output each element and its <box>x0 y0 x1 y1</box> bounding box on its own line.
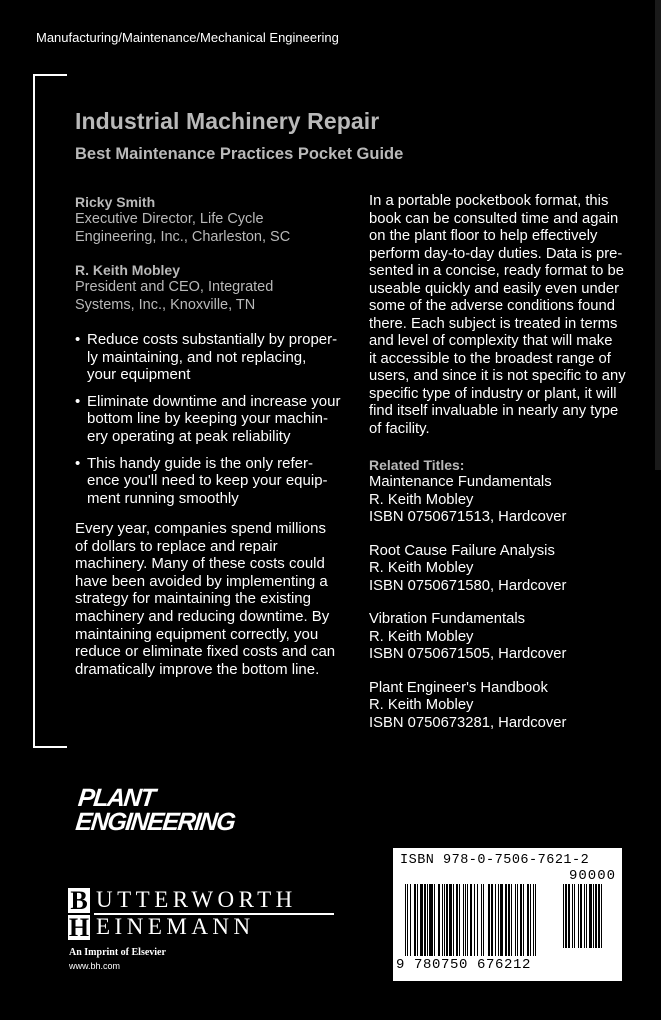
book-title: Industrial Machinery Repair <box>75 108 380 134</box>
barcode-bar <box>565 884 567 948</box>
barcode-bar <box>465 884 466 956</box>
paragraph-line: specific type of industry or plant, it will <box>369 385 617 402</box>
barcode-bar <box>481 884 482 956</box>
bullet-line: ence you'll need to keep your equip- <box>87 472 328 490</box>
bullet-line: ment running smoothly <box>87 489 239 507</box>
barcode-bar <box>500 884 503 956</box>
bullet-line: ly maintaining, and not replacing, <box>87 348 307 366</box>
barcode-bar <box>414 884 416 956</box>
related-book-author: R. Keith Mobley <box>369 560 474 576</box>
book-subtitle: Best Maintenance Practices Pocket Guide <box>75 145 404 163</box>
related-book-title: Root Cause Failure Analysis <box>369 542 555 559</box>
barcode-bar <box>417 884 418 956</box>
paragraph-line: on the plant floor to help effectively <box>369 228 598 244</box>
publisher-website: www.bh.com <box>69 961 121 971</box>
barcode-bar <box>601 884 602 948</box>
related-book-author: R. Keith Mobley <box>369 697 474 713</box>
barcode-bar <box>483 884 484 956</box>
barcode-bar <box>563 884 564 948</box>
barcode-bar <box>584 884 585 948</box>
related-book-author: R. Keith Mobley <box>369 628 474 645</box>
spine-edge <box>655 0 661 470</box>
logo-letter-h: H <box>68 913 90 942</box>
barcode-bar <box>595 884 597 948</box>
barcode-bar <box>424 884 426 956</box>
paragraph-line: useable quickly and easily even under <box>369 280 620 297</box>
related-book-author: R. Keith Mobley <box>369 491 474 508</box>
right-column <box>369 193 637 748</box>
barcode-bar <box>467 884 468 956</box>
barcode-bar <box>533 884 534 956</box>
paragraph-line: book can be consulted time and again <box>369 210 619 227</box>
related-titles-heading: Related Titles: <box>369 457 465 473</box>
related-book-isbn: ISBN 0750671505, Hardcover <box>369 646 567 662</box>
barcode-bar <box>434 884 435 956</box>
bullet-line: your equipment <box>87 366 191 384</box>
barcode-bar <box>530 884 531 956</box>
author-affiliation: President and CEO, Integrated <box>75 279 274 295</box>
bullet-item <box>75 393 353 446</box>
butterworth-heinemann-logo <box>68 886 334 940</box>
barcode-bar <box>598 884 600 948</box>
barcode-bar <box>407 884 408 956</box>
barcode-bar <box>505 884 507 956</box>
barcode-bar <box>508 884 510 956</box>
author-name: R. Keith Mobley <box>75 262 181 278</box>
barcode-bar <box>568 884 570 948</box>
paragraph-line: strategy for maintaining the existing <box>75 590 311 608</box>
bullet-dot: • <box>75 392 81 410</box>
related-title-entry <box>369 543 637 596</box>
barcode-bar <box>470 884 472 956</box>
barcode-bar <box>515 884 516 956</box>
category-label: Manufacturing/Maintenance/Mechanical Engineering <box>36 30 339 45</box>
logo-line: ENGINEERING <box>74 808 236 836</box>
paragraph-line: Every year, companies spend millions <box>75 520 326 537</box>
barcode-bar <box>511 884 512 956</box>
related-book-isbn: ISBN 0750671580, Hardcover <box>369 577 567 594</box>
barcode-bar <box>463 884 464 956</box>
logo-line: PLANT <box>76 784 156 812</box>
related-title-entry <box>369 474 637 527</box>
format-paragraph <box>369 193 637 438</box>
paragraph-line: reduce or eliminate fixed costs and can <box>75 643 336 661</box>
paragraph-line: maintaining equipment correctly, you <box>75 625 319 643</box>
bullet-item <box>75 455 353 508</box>
logo-word: EINEMANN <box>96 914 255 939</box>
barcode-bar <box>578 884 579 948</box>
paragraph-line: it accessible to the broadest range of <box>369 350 611 367</box>
barcode-bar <box>593 884 594 948</box>
barcode-bar <box>429 884 433 956</box>
author-name: Ricky Smith <box>75 194 156 210</box>
barcode-bar <box>580 884 582 948</box>
barcode-bar <box>420 884 423 956</box>
barcode-bar <box>535 884 536 956</box>
barcode-bar <box>589 884 592 948</box>
bullet-dot: • <box>75 331 81 348</box>
bullet-dot: • <box>75 454 81 472</box>
barcode-digits: 9 780750 676212 <box>396 957 532 973</box>
barcode-bar <box>523 884 524 956</box>
barcode-bar <box>442 884 443 956</box>
logo-letter-b: B <box>68 888 90 913</box>
bullet-line: Eliminate downtime and increase your <box>87 392 341 410</box>
barcode-bar <box>438 884 440 956</box>
barcode-bar <box>498 884 499 956</box>
barcode-bar <box>527 884 529 956</box>
barcode-bar <box>495 884 496 956</box>
bullet-line: ery operating at peak reliability <box>87 427 291 445</box>
barcode-bar <box>453 884 454 956</box>
paragraph-line: some of the adverse conditions found <box>369 298 615 314</box>
barcode-bar <box>574 884 575 948</box>
barcode-bar <box>477 884 478 956</box>
isbn-barcode-box <box>393 848 622 981</box>
paragraph-line: machinery and reducing downtime. By <box>75 607 330 625</box>
author-affiliation: Executive Director, Life Cycle <box>75 211 264 227</box>
related-book-title: Plant Engineer's Handbook <box>369 679 548 696</box>
isbn-number: ISBN 978-0-7506-7621-2 <box>400 853 590 868</box>
bullet-line: Reduce costs substantially by proper- <box>87 331 338 348</box>
paragraph-line: dramatically improve the bottom line. <box>75 660 320 678</box>
paragraph-line: of facility. <box>369 420 430 437</box>
paragraph-line: have been avoided by implementing a <box>75 572 328 590</box>
related-title-entry <box>369 611 637 664</box>
bullet-item <box>75 331 353 384</box>
barcode-bar <box>520 884 522 956</box>
author-affiliation: Systems, Inc., Knoxville, TN <box>75 296 256 313</box>
barcode-bar <box>491 884 493 956</box>
ean-barcode <box>405 884 555 956</box>
bullet-line: bottom line by keeping your machin- <box>87 410 328 428</box>
author-block <box>75 194 335 246</box>
barcode-bar <box>449 884 452 956</box>
barcode-bar <box>517 884 518 956</box>
logo-word: UTTERWORTH <box>96 887 297 912</box>
price-code: 90000 <box>568 868 616 884</box>
paragraph-line: sented in a concise, ready format to be <box>369 263 624 279</box>
barcode-bar <box>427 884 428 956</box>
paragraph-line: find itself invaluable in nearly any type <box>369 403 619 419</box>
related-book-title: Maintenance Fundamentals <box>369 474 552 490</box>
paragraph-line: there. Each subject is treated in terms <box>369 315 618 332</box>
author-block <box>75 262 335 314</box>
paragraph-line: users, and since it is not specific to any <box>369 368 626 384</box>
related-book-isbn: ISBN 0750673281, Hardcover <box>369 714 567 731</box>
decorative-bracket <box>33 74 67 748</box>
description-paragraph <box>75 520 355 678</box>
barcode-bar <box>456 884 458 956</box>
plant-engineering-logo <box>74 786 238 834</box>
barcode-bar <box>488 884 490 956</box>
barcode-bar <box>459 884 460 956</box>
bullet-line: This handy guide is the only refer- <box>87 454 313 472</box>
barcode-bar <box>474 884 475 956</box>
barcode-bar <box>410 884 411 956</box>
barcode-bar <box>405 884 406 956</box>
related-title-entry <box>369 680 637 733</box>
addon-barcode <box>563 884 613 956</box>
author-affiliation: Engineering, Inc., Charleston, SC <box>75 228 291 245</box>
paragraph-line: machinery. Many of these costs could <box>75 555 325 573</box>
paragraph-line: and level of complexity that will make <box>369 333 613 349</box>
barcode-bar <box>446 884 448 956</box>
paragraph-line: of dollars to replace and repair <box>75 537 278 555</box>
imprint-label: An Imprint of Elsevier <box>69 947 166 958</box>
paragraph-line: In a portable pocketbook format, this <box>369 193 609 209</box>
related-book-title: Vibration Fundamentals <box>369 611 526 627</box>
barcode-bar <box>444 884 445 956</box>
related-book-isbn: ISBN 0750671513, Hardcover <box>369 509 567 525</box>
barcode-bar <box>586 884 587 948</box>
barcode-bar <box>572 884 573 948</box>
paragraph-line: perform day-to-day duties. Data is pre- <box>369 245 623 262</box>
feature-bullet-list <box>75 331 353 516</box>
